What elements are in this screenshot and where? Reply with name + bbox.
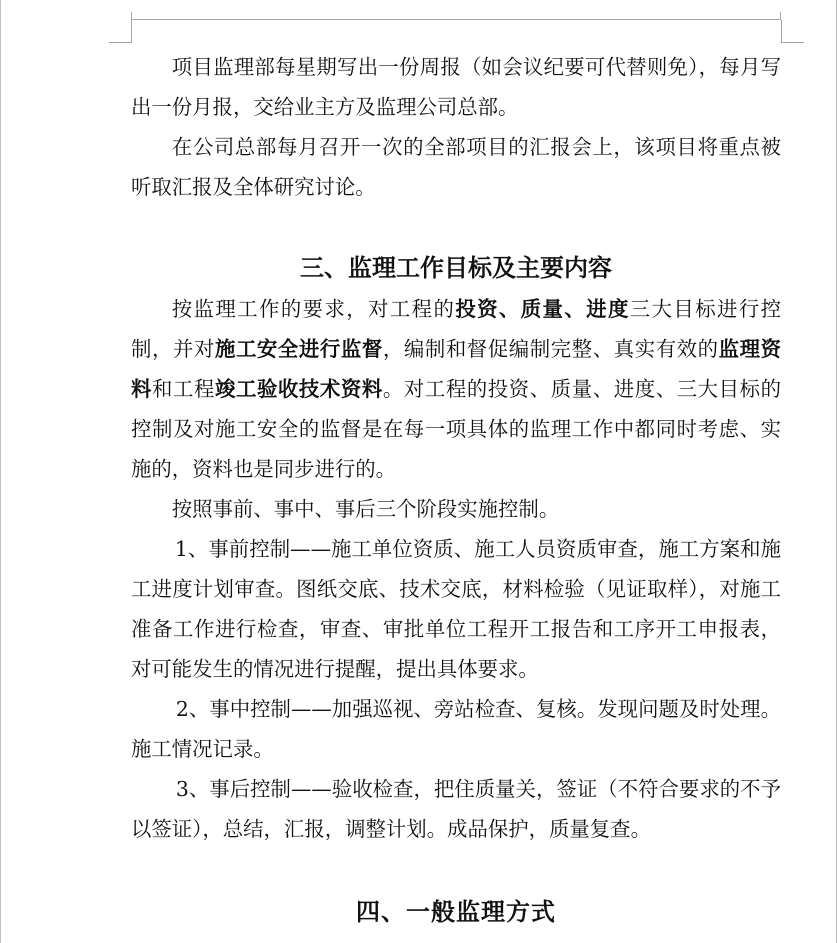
paragraph-post-control: 3、事后控制——验收检查，把住质量关，签证（不符合要求的不予以签证），总结，汇报，调整计划。成品保护，质量复查。 [131,777,781,841]
text-run: 。对工程的投资、质量、进度、三大目标的控制及对施工安全的监督是在每一项具体的监理工作中都同时考虑、实施的，资料也是同步进行的。 [131,377,782,481]
section-heading-4: 四、一般监理方式 [356,897,556,926]
bold-run-safety: 施工安全进行监督 [214,337,383,361]
text-run: 三大目标进行控制，并对 [131,297,782,361]
document-body[interactable] [131,47,781,932]
section-heading-3: 三、监理工作目标及主要内容 [300,253,612,282]
paragraph-objectives [131,289,781,489]
margin-corner-top-right [781,20,804,43]
text-run: 和工程 [152,377,215,401]
bold-run-completion-docs: 竣工验收技术资料 [214,377,383,401]
text-run: ，编制和督促编制完整、真实有效的 [382,337,719,361]
margin-corner-top-left [109,20,132,43]
paragraph-in-process-control: 2、事中控制——加强巡视、旁站检查、复核。发现问题及时处理。施工情况记录。 [131,697,781,761]
bold-run-goals: 投资、质量、进度 [455,297,630,321]
header-margin-line [131,19,781,20]
bold-run-records: 监理资料 [131,337,782,401]
text-run: 按监理工作的要求，对工程的 [171,297,456,321]
margin-tick-right [780,12,781,20]
paragraph-weekly-report: 项目监理部每星期写出一份周报（如会议纪要可代替则免），每月写出一份月报，交给业主方及监理公司总部。 [131,55,781,119]
paragraph-three-stages: 按照事前、事中、事后三个阶段实施控制。 [171,497,560,521]
margin-tick-left [131,12,132,20]
paragraph-pre-control: 1、事前控制——施工单位资质、施工人员资质审查，施工方案和施工进度计划审查。图纸交底、技术交底，材料检验（见证取样），对施工准备工作进行检查，审查、审批单位工程开工报告和工序开工申报表，对可能发生的情况进行提醒，提出具体要求。 [131,537,781,681]
paragraph-monthly-meeting: 在公司总部每月召开一次的全部项目的汇报会上，该项目将重点被听取汇报及全体研究讨论。 [131,135,781,199]
